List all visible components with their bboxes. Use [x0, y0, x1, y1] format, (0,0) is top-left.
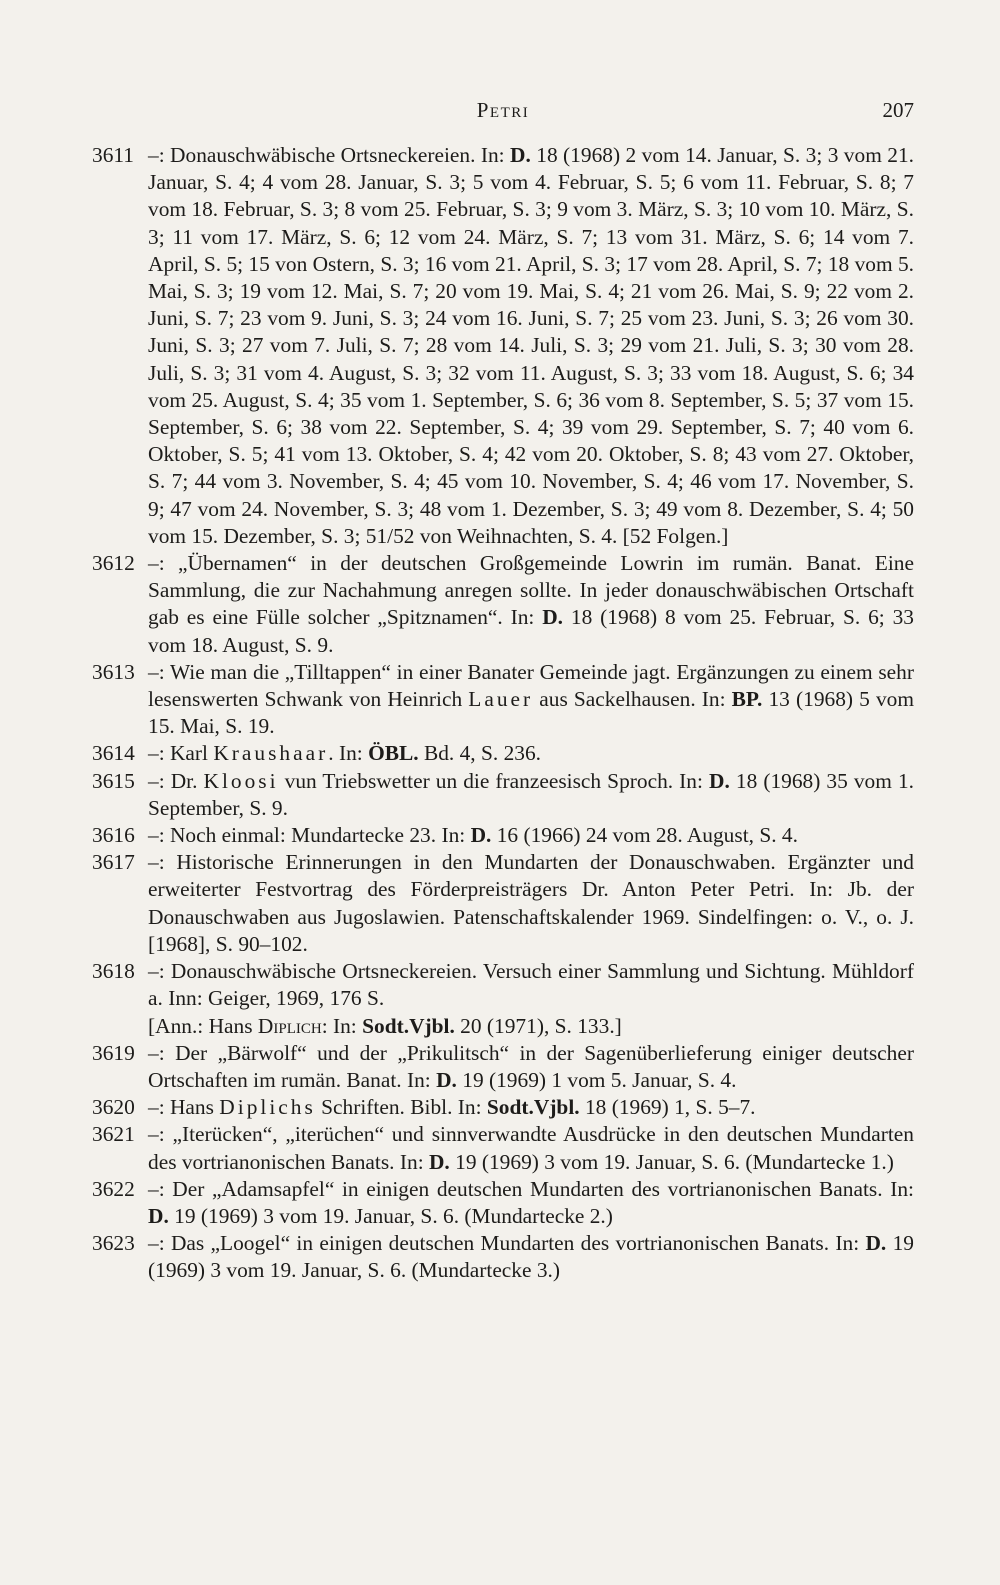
entry-text: –: Wie man die „Tilltappen“ in einer Banater Gemeinde jagt. Ergänzungen zu einem sehr lesenswerten Schwank von Heinrich: [148, 659, 914, 712]
page-number: 207: [882, 98, 914, 122]
entry-text: 16 (1966) 24 vom 28. August, S. 4.: [491, 823, 798, 848]
entry-number: 3617: [92, 850, 135, 875]
bibliography-entry: [92, 659, 914, 741]
entry-number: 3621: [92, 1122, 135, 1147]
bold-abbreviation: Sodt.Vjbl.: [486, 1095, 580, 1120]
entry-number: 3614: [92, 741, 135, 766]
entry-number: 3612: [92, 551, 135, 576]
running-head: [92, 98, 914, 132]
bibliography-entries: [92, 142, 914, 1285]
entry-annotation: [148, 1013, 914, 1040]
bibliography-entry: [92, 142, 914, 550]
entry-text: –: Der „Bärwolf“ und der „Prikulitsch“ in der Sagenüberlieferung einiger deutscher Ortschaften im rumän. Banat. In:: [148, 1040, 914, 1092]
bold-abbreviation: D.: [510, 143, 531, 167]
bold-abbreviation: ÖBL.: [368, 741, 419, 766]
bold-abbreviation: D.: [148, 1203, 169, 1228]
bibliography-entry: [92, 849, 914, 958]
bibliography-entry: [92, 768, 914, 822]
entry-text: 13 (1968) 5 vom 15. Mai, S. 19.: [148, 687, 914, 739]
entry-text: –: Karl: [148, 741, 214, 766]
bibliography-entry: [92, 1040, 914, 1094]
bibliography-entry: [92, 550, 914, 659]
entry-text: 19 (1969) 3 vom 19. Januar, S. 6. (Mundartecke 3.): [148, 1231, 914, 1283]
entry-text: –: Hans: [148, 1095, 220, 1120]
entry-number: 3611: [92, 143, 134, 167]
bold-abbreviation: D.: [470, 823, 492, 848]
entry-text: 18 (1968) 8 vom 25. Februar, S. 6; 33 vom 18. August, S. 9.: [148, 605, 915, 657]
entry-number: 3622: [92, 1176, 135, 1201]
entry-text: –: Historische Erinnerungen in den Mundarten der Donauschwaben. Ergänzter und erweiterter Festvortrag des Förderpreisträgers Dr. Anton Peter Petri. In: Jb. der Donauschwaben aus Jugoslawien. Patenschaftskalender 1969. Sindelfingen: o. V., o. J. [1968], S. 90–102.: [148, 850, 914, 956]
entry-number: 3613: [92, 659, 135, 684]
book-page: [92, 98, 914, 1285]
entry-text: 19 (1969) 1 vom 5. Januar, S. 4.: [456, 1067, 737, 1092]
letterspaced-name: Kloosi: [203, 768, 279, 793]
bold-abbreviation: D.: [428, 1149, 450, 1174]
entry-text: : In:: [321, 1013, 363, 1038]
entry-text: –: Donauschwäbische Ortsneckereien. Versuch einer Sammlung und Sichtung. Mühldorf a. Inn: Geiger, 1969, 176 S.: [148, 959, 914, 1011]
entry-number: 3623: [92, 1231, 135, 1256]
letterspaced-name: Lauer: [468, 687, 534, 712]
entry-text: –: „Iterücken“, „iterüchen“ und sinnverwandte Ausdrücke in den deutschen Mundarten des vortrianonischen Banats. In:: [148, 1122, 914, 1174]
bold-abbreviation: D.: [542, 605, 564, 630]
bold-abbreviation: D.: [865, 1231, 887, 1256]
entry-text: 18 (1968) 2 vom 14. Januar, S. 3; 3 vom 21. Januar, S. 4; 4 vom 28. Januar, S. 3; 5 vom 4. Februar, S. 5; 6 vom 11. Februar, S. 8; 7 vom 18. Februar, S. 3; 8 vom 25. Februar, S. 3; 9 vom 3. März, S. 3; 10 vom 10. März, S. 3; 11 vom 17. März, S. 6; 12 vom 24. März, S. 7; 13 vom 31. März, S. 6; 14 vom 7. April, S. 5; 15 von Ostern, S. 3; 16 vom 21. April, S. 3; 17 vom 28. April, S. 7; 18 vom 5. Mai, S. 3; 19 vom 12. Mai, S. 7; 20 vom 19. Mai, S. 4; 21 vom 26. Mai, S. 9; 22 vom 2. Juni, S. 7; 23 vom 9. Juni, S. 3; 24 vom 16. Juni, S. 7; 25 vom 23. Juni, S. 3; 26 vom 30. Juni, S. 3; 27 vom 7. Juli, S. 7; 28 vom 14. Juli, S. 3; 29 vom 21. Juli, S. 3; 30 vom 28. Juli, S. 3; 31 vom 4. August, S. 3; 32 vom 11. August, S. 3; 33 vom 18. August, S. 6; 34 vom 25. August, S. 4; 35 vom 1. September, S. 6; 36 vom 8. September, S. 5; 37 vom 15. September, S. 6; 38 vom 22. September, S. 4; 39 vom 29. September, S. 7; 40 vom 6. Oktober, S. 5; 41 vom 13. Oktober, S. 4; 42 vom 20. Oktober, S. 8; 43 vom 27. Oktober, S. 7; 44 vom 3. November, S. 4; 45 vom 10. November, S. 4; 46 vom 17. November, S. 9; 47 vom 24. November, S. 3; 48 vom 1. Dezember, S. 3; 49 vom 8. Dezember, S. 4; 50 vom 15. Dezember, S. 3; 51/52 von Weihnachten, S. 4. [52 Folgen.]: [148, 143, 914, 548]
entry-text: –: Noch einmal: Mundartecke 23. In:: [148, 823, 471, 848]
bold-abbreviation: BP.: [731, 687, 763, 712]
letterspaced-name: Kraushaar: [213, 741, 329, 766]
entry-text: vun Triebswetter un die franzeesisch Sproch. In:: [278, 768, 710, 793]
entry-number: 3619: [92, 1040, 135, 1065]
entry-text: aus Sackelhausen. In:: [533, 687, 732, 712]
entry-number: 3616: [92, 823, 135, 848]
bibliography-entry: [92, 1230, 914, 1284]
bibliography-entry: [92, 1176, 914, 1230]
bibliography-entry: [92, 958, 914, 1040]
entry-text: 18 (1969) 1, S. 5–7.: [579, 1095, 756, 1120]
entry-number: 3620: [92, 1095, 135, 1120]
entry-text: –: Das „Loogel“ in einigen deutschen Mundarten des vortrianonischen Banats. In:: [148, 1231, 866, 1256]
running-title: Petri: [476, 98, 530, 122]
bibliography-entry: [92, 1094, 914, 1121]
entry-text: . In:: [328, 741, 369, 766]
entry-number: 3615: [92, 768, 135, 793]
bibliography-entry: [92, 740, 914, 767]
entry-text: –: „Übernamen“ in der deutschen Großgemeinde Lowrin im rumän. Banat. Eine Sammlung, die zur Nachahmung anregen sollte. In jeder donauschwäbischen Ortschaft gab es eine Fülle solcher „Spitznamen“. In:: [148, 551, 914, 630]
entry-text: 20 (1971), S. 133.]: [454, 1013, 622, 1038]
bold-abbreviation: D.: [709, 768, 730, 793]
entry-text: –: Dr.: [148, 768, 204, 793]
entry-text: –: Der „Adamsapfel“ in einigen deutschen Mundarten des vortrianonischen Banats. In:: [148, 1176, 914, 1201]
entry-text: 19 (1969) 3 vom 19. Januar, S. 6. (Mundartecke 2.): [168, 1203, 613, 1228]
entry-number: 3618: [92, 959, 135, 984]
entry-text: Schriften. Bibl. In:: [315, 1095, 487, 1120]
entry-text: Bd. 4, S. 236.: [418, 741, 542, 766]
smallcaps-name: Diplich: [257, 1013, 322, 1038]
entry-text: [Ann.: Hans: [148, 1013, 258, 1038]
entry-text: –: Donauschwäbische Ortsneckereien. In:: [148, 143, 511, 167]
bold-abbreviation: Sodt.Vjbl.: [362, 1013, 455, 1038]
bibliography-entry: [92, 1121, 914, 1175]
entry-text: 19 (1969) 3 vom 19. Januar, S. 6. (Mundartecke 1.): [449, 1149, 894, 1174]
bold-abbreviation: D.: [436, 1067, 457, 1092]
letterspaced-name: Diplichs: [219, 1095, 316, 1120]
bibliography-entry: [92, 822, 914, 849]
entry-text: 18 (1968) 35 vom 1. September, S. 9.: [148, 768, 914, 820]
